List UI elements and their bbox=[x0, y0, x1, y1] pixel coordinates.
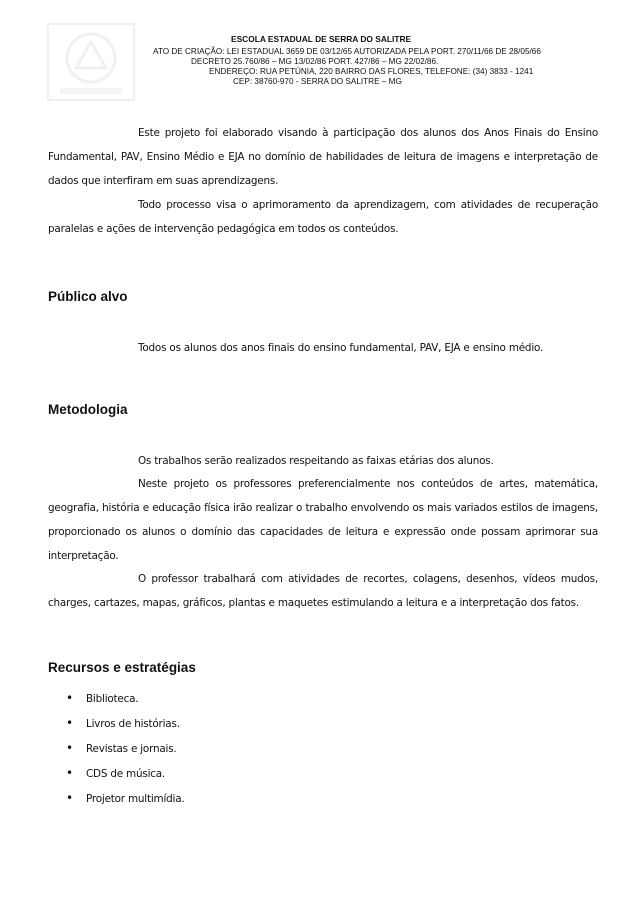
metodologia-paragraph-1: Os trabalhos serão realizados respeitando as faixas etárias dos alunos. bbox=[138, 455, 494, 467]
address-line: ENDEREÇO: RUA PETÚNIA, 220 BAIRRO DAS FLORES, TELEFONE: (34) 3833 - 1241 bbox=[209, 67, 534, 76]
list-item: • CDS de música. bbox=[66, 761, 185, 786]
resources-list bbox=[66, 686, 185, 811]
bullet-icon: • bbox=[66, 716, 73, 730]
list-item: • Biblioteca. bbox=[66, 686, 185, 711]
bullet-icon: • bbox=[66, 691, 73, 705]
bullet-icon: • bbox=[66, 741, 73, 755]
intro-paragraph-1: Este projeto foi elaborado visando à participação dos alunos dos Anos Finais do Ensino Fundamental, PAV, Ensino Médio e EJA no domínio de habilidades de leitura de imagens e interpretação de dados que interfiram em suas aprendizagens. bbox=[48, 127, 598, 187]
metodologia-paragraph-2: Neste projeto os professores preferencialmente nos conteúdos de artes, matemática, geografia, história e educação física irão realizar o trabalho envolvendo os mais variados estilos de imagens, proporcionado os alunos o domínio das capacidades de leitura e expressão onde possam aprimorar sua interpretação. bbox=[48, 478, 598, 562]
list-item: • Projetor multimídia. bbox=[66, 786, 185, 811]
creation-act-line: ATO DE CRIAÇÃO: LEI ESTADUAL 3659 DE 03/12/65 AUTORIZADA PELA PORT. 270/11/66 DE 28/05/66 bbox=[153, 47, 541, 56]
bullet-icon: • bbox=[66, 791, 73, 805]
list-item: • Livros de histórias. bbox=[66, 711, 185, 736]
list-item: • Revistas e jornais. bbox=[66, 736, 185, 761]
bullet-icon: • bbox=[66, 766, 73, 780]
school-name: ESCOLA ESTADUAL DE SERRA DO SALITRE bbox=[231, 34, 412, 44]
letterhead bbox=[0, 0, 638, 100]
cep-line: CEP: 38760-970 - SERRA DO SALITRE – MG bbox=[233, 77, 402, 86]
heading-metodologia: Metodologia bbox=[48, 402, 128, 417]
intro-paragraph-2: Todo processo visa o aprimoramento da aprendizagem, com atividades de recuperação paralelas e ações de intervenção pedagógica em todos os conteúdos. bbox=[48, 199, 598, 235]
publico-paragraph: Todos os alunos dos anos finais do ensino fundamental, PAV, EJA e ensino médio. bbox=[138, 342, 544, 354]
heading-publico-alvo: Público alvo bbox=[48, 289, 128, 304]
decree-line: DECRETO 25.760/86 – MG 13/02/86 PORT. 427/86 – MG 22/02/86. bbox=[191, 57, 439, 66]
school-emblem-icon bbox=[46, 22, 136, 102]
heading-recursos-estrategias: Recursos e estratégias bbox=[48, 660, 196, 675]
metodologia-paragraph-3: O professor trabalhará com atividades de recortes, colagens, desenhos, vídeos mudos, charges, cartazes, mapas, gráficos, plantas e maquetes estimulando a leitura e a interpretação dos fatos. bbox=[48, 573, 598, 609]
